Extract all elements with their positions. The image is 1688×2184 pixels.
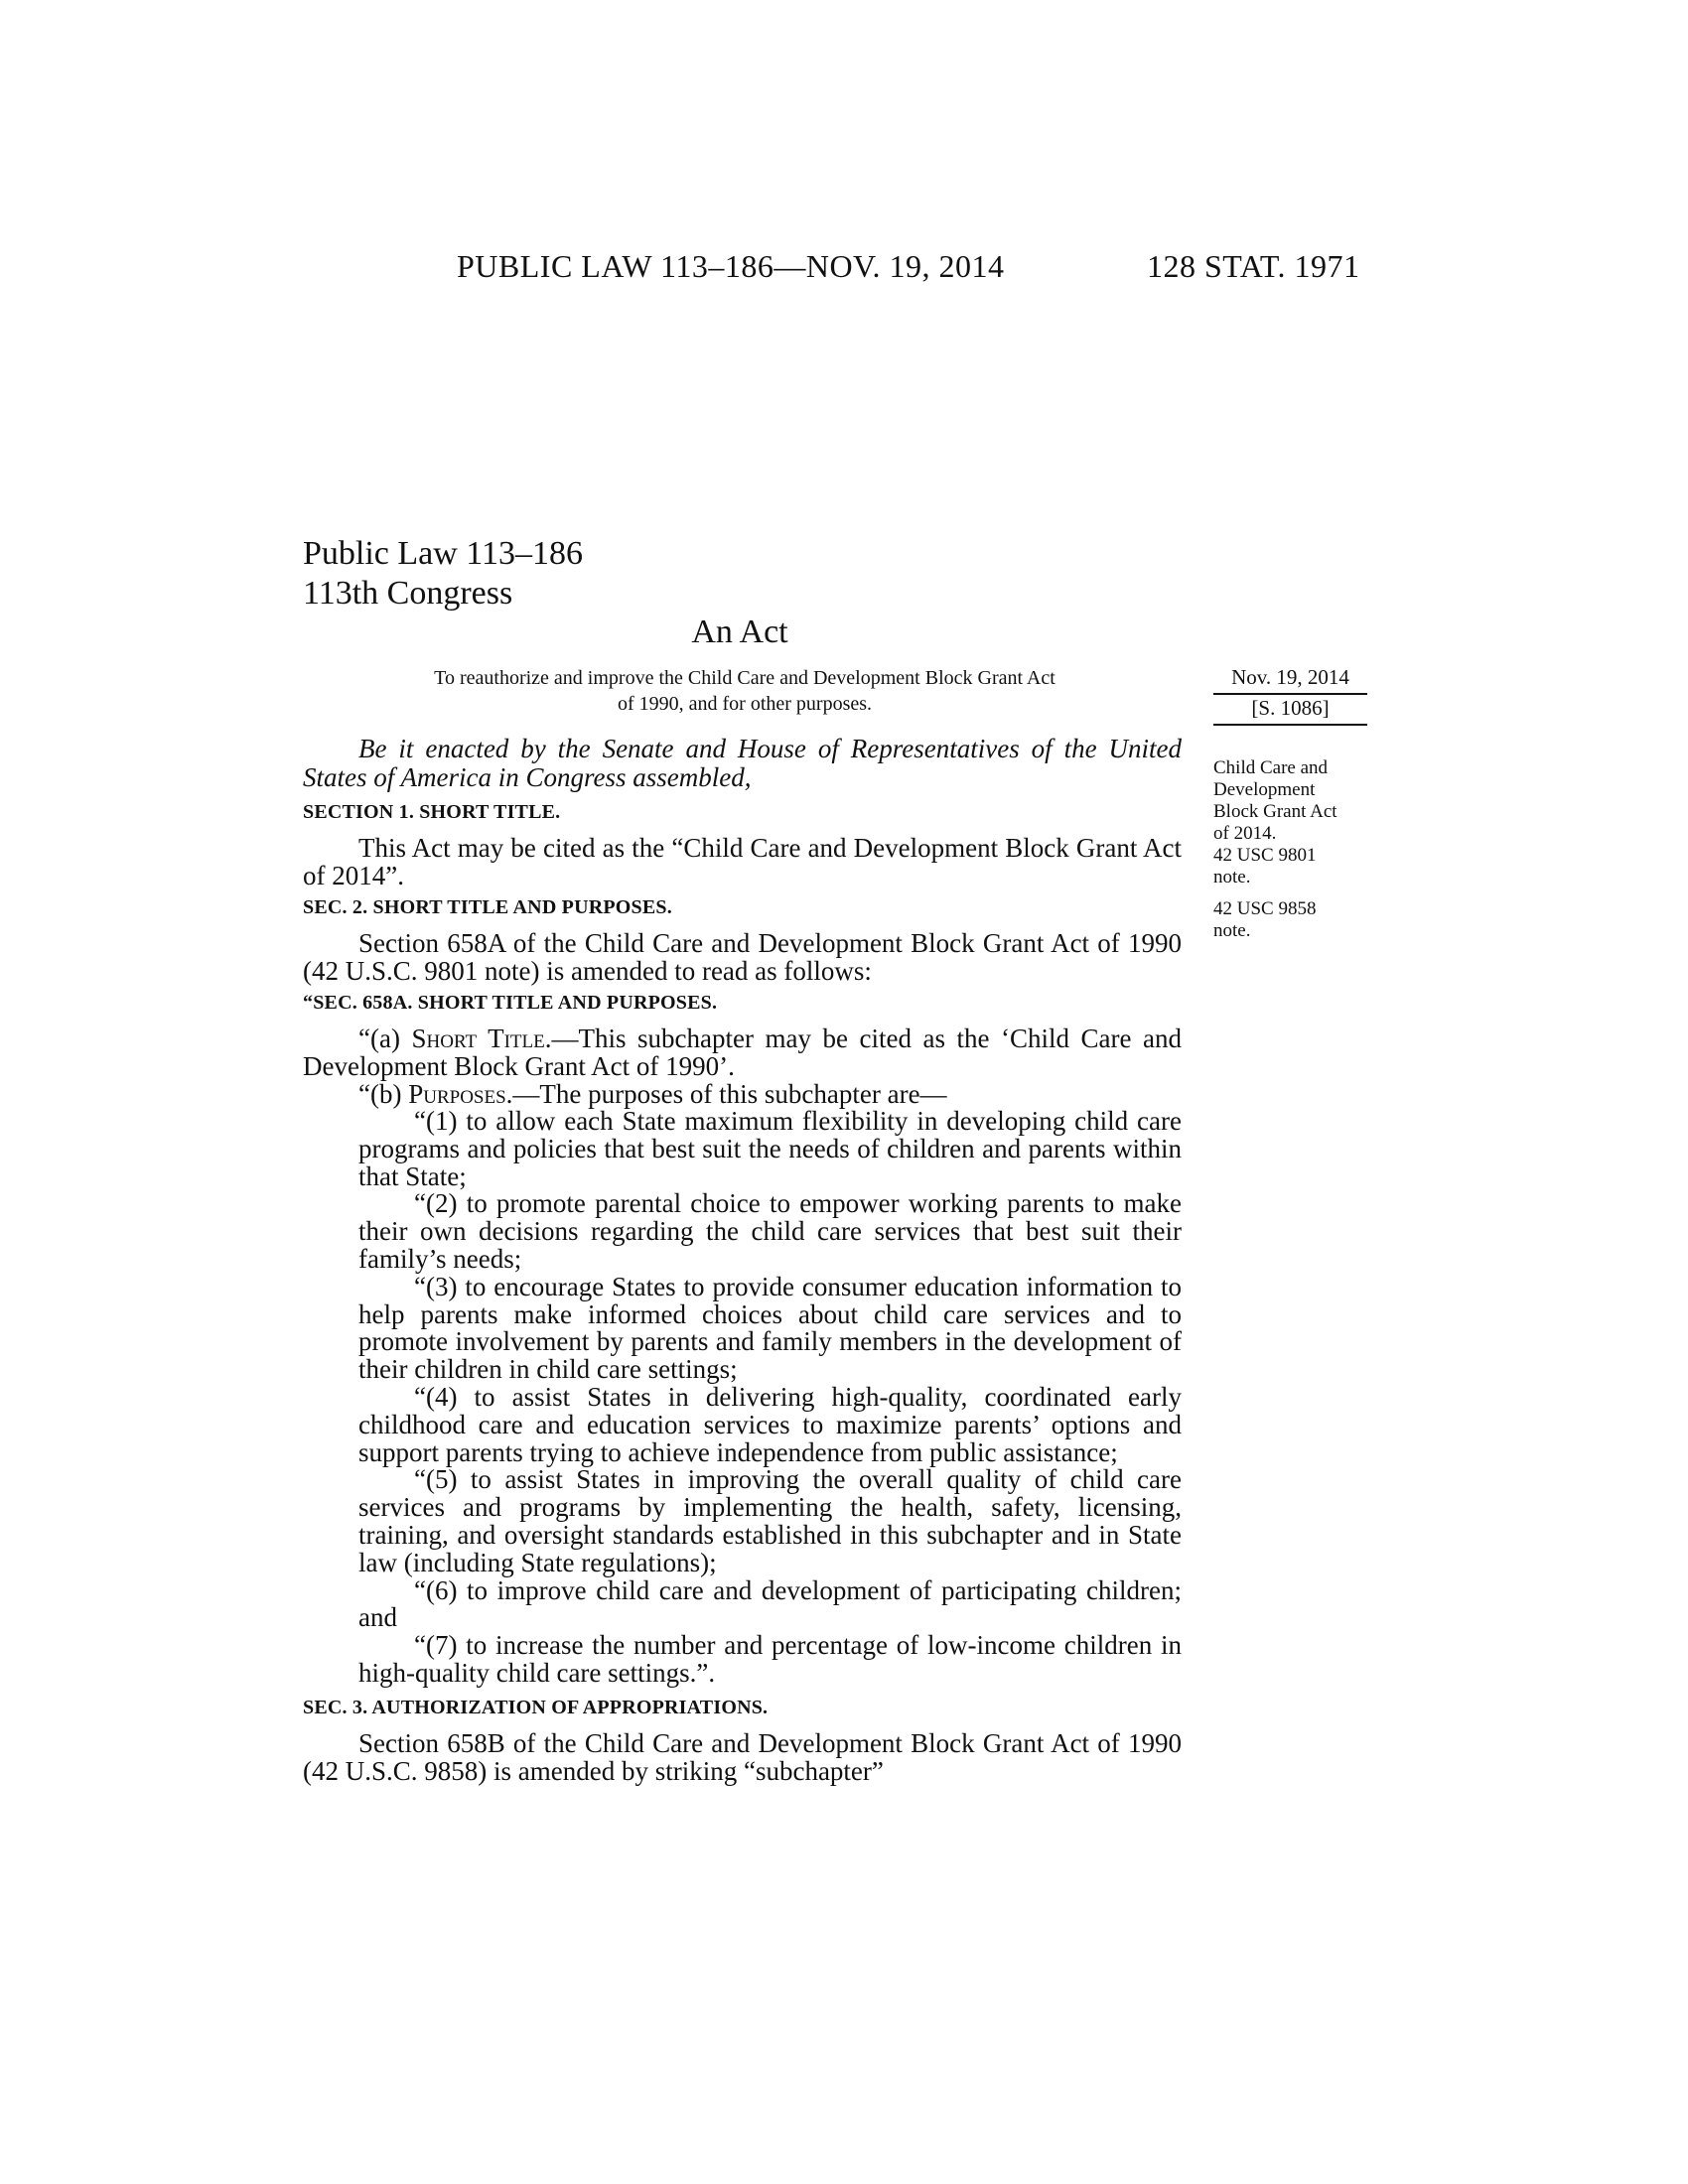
purpose-item: “(2) to promote parental choice to empower working parents to make their own decisions regarding the child care services that best suit their family’s needs; bbox=[358, 1188, 1182, 1274]
subsection-b-text: .—The purposes of this subchapter are— bbox=[505, 1079, 947, 1109]
running-header-title: PUBLIC LAW 113–186—NOV. 19, 2014 bbox=[457, 248, 1005, 284]
section-2-text: Section 658A of the Child Care and Development Block Grant Act of 1990 (42 U.S.C. 9801 note) is amended to read as follows: bbox=[303, 928, 1182, 986]
act-heading: An Act bbox=[691, 614, 788, 650]
section-2-heading: SEC. 2. SHORT TITLE AND PURPOSES. bbox=[303, 896, 672, 918]
purpose-item: “(1) to allow each State maximum flexibility in developing child care programs and policies that best suit the needs of children and parents within that State; bbox=[358, 1106, 1182, 1191]
subsection-b-caption: Purposes bbox=[408, 1079, 506, 1109]
long-title bbox=[328, 665, 1162, 717]
subsection-a-caption: Short Title bbox=[411, 1024, 545, 1053]
section-1-heading: SECTION 1. SHORT TITLE. bbox=[303, 801, 561, 823]
subsection-a-open: “(a) bbox=[358, 1024, 412, 1053]
margin-note-line: Development bbox=[1213, 779, 1316, 800]
purpose-item: “(7) to increase the number and percentage of low-income children in high-quality child care settings.”. bbox=[358, 1630, 1182, 1688]
long-title-line: To reauthorize and improve the Child Care and Development Block Grant Act bbox=[434, 667, 1055, 689]
law-number: Public Law 113–186 bbox=[303, 535, 584, 572]
section-1-text: This Act may be cited as the “Child Care and Development Block Grant Act of 2014”. bbox=[303, 833, 1182, 890]
margin-note-line: note. bbox=[1213, 920, 1251, 941]
purpose-item: “(4) to assist States in delivering high-quality, coordinated early childhood care and education services to maximize parents’ options and support parents trying to achieve independence from public assistance; bbox=[358, 1381, 1182, 1467]
statute-page-number: 128 STAT. 1971 bbox=[1147, 248, 1360, 284]
margin-note-authorization bbox=[1213, 898, 1382, 942]
margin-bill-number: [S. 1086] bbox=[1213, 695, 1367, 726]
margin-note-line: 42 USC 9801 bbox=[1213, 845, 1317, 866]
purpose-item: “(5) to assist States in improving the overall quality of child care services and programs by implementing the health, safety, licensing, training, and oversight standards established in this subchapter and in State law (including State regulations); bbox=[358, 1464, 1182, 1577]
subsection-a bbox=[303, 1024, 1182, 1080]
margin-note-line: Child Care and bbox=[1213, 757, 1329, 778]
section-3-text: Section 658B of the Child Care and Development Block Grant Act of 1990 (42 U.S.C. 9858) is amended by striking “subchapter” bbox=[303, 1727, 1182, 1786]
enacting-clause: Be it enacted by the Senate and House of Representatives of the United States of America in Congress assembled, bbox=[303, 734, 1182, 792]
subsection-b-open: “(b) bbox=[358, 1079, 409, 1109]
margin-date: Nov. 19, 2014 bbox=[1213, 664, 1367, 695]
section-3-heading: SEC. 3. AUTHORIZATION OF APPROPRIATIONS. bbox=[303, 1696, 769, 1718]
margin-note-line: of 2014. bbox=[1213, 823, 1277, 844]
subsection-a-text: .—This subchapter may be cited as the ‘Child Care and Development Block Grant Act of 1990’. bbox=[303, 1024, 1183, 1081]
long-title-line: of 1990, and for other purposes. bbox=[617, 693, 873, 715]
margin-note-line: Block Grant Act bbox=[1213, 801, 1337, 822]
purpose-item: “(6) to improve child care and development of participating children; and bbox=[358, 1574, 1182, 1633]
subsection-b bbox=[303, 1080, 1182, 1108]
section-658a-heading: “SEC. 658A. SHORT TITLE AND PURPOSES. bbox=[303, 992, 718, 1014]
congress-number: 113th Congress bbox=[303, 575, 513, 612]
margin-note-line: note. bbox=[1213, 867, 1251, 887]
main-text-column bbox=[303, 735, 1182, 1791]
purpose-item: “(3) to encourage States to provide consumer education information to help parents make informed choices about child care services and to promote involvement by parents and family members in the development of their children in child care settings; bbox=[358, 1271, 1182, 1385]
margin-note-line: 42 USC 9858 bbox=[1213, 898, 1317, 919]
margin-note-short-title bbox=[1213, 757, 1382, 888]
